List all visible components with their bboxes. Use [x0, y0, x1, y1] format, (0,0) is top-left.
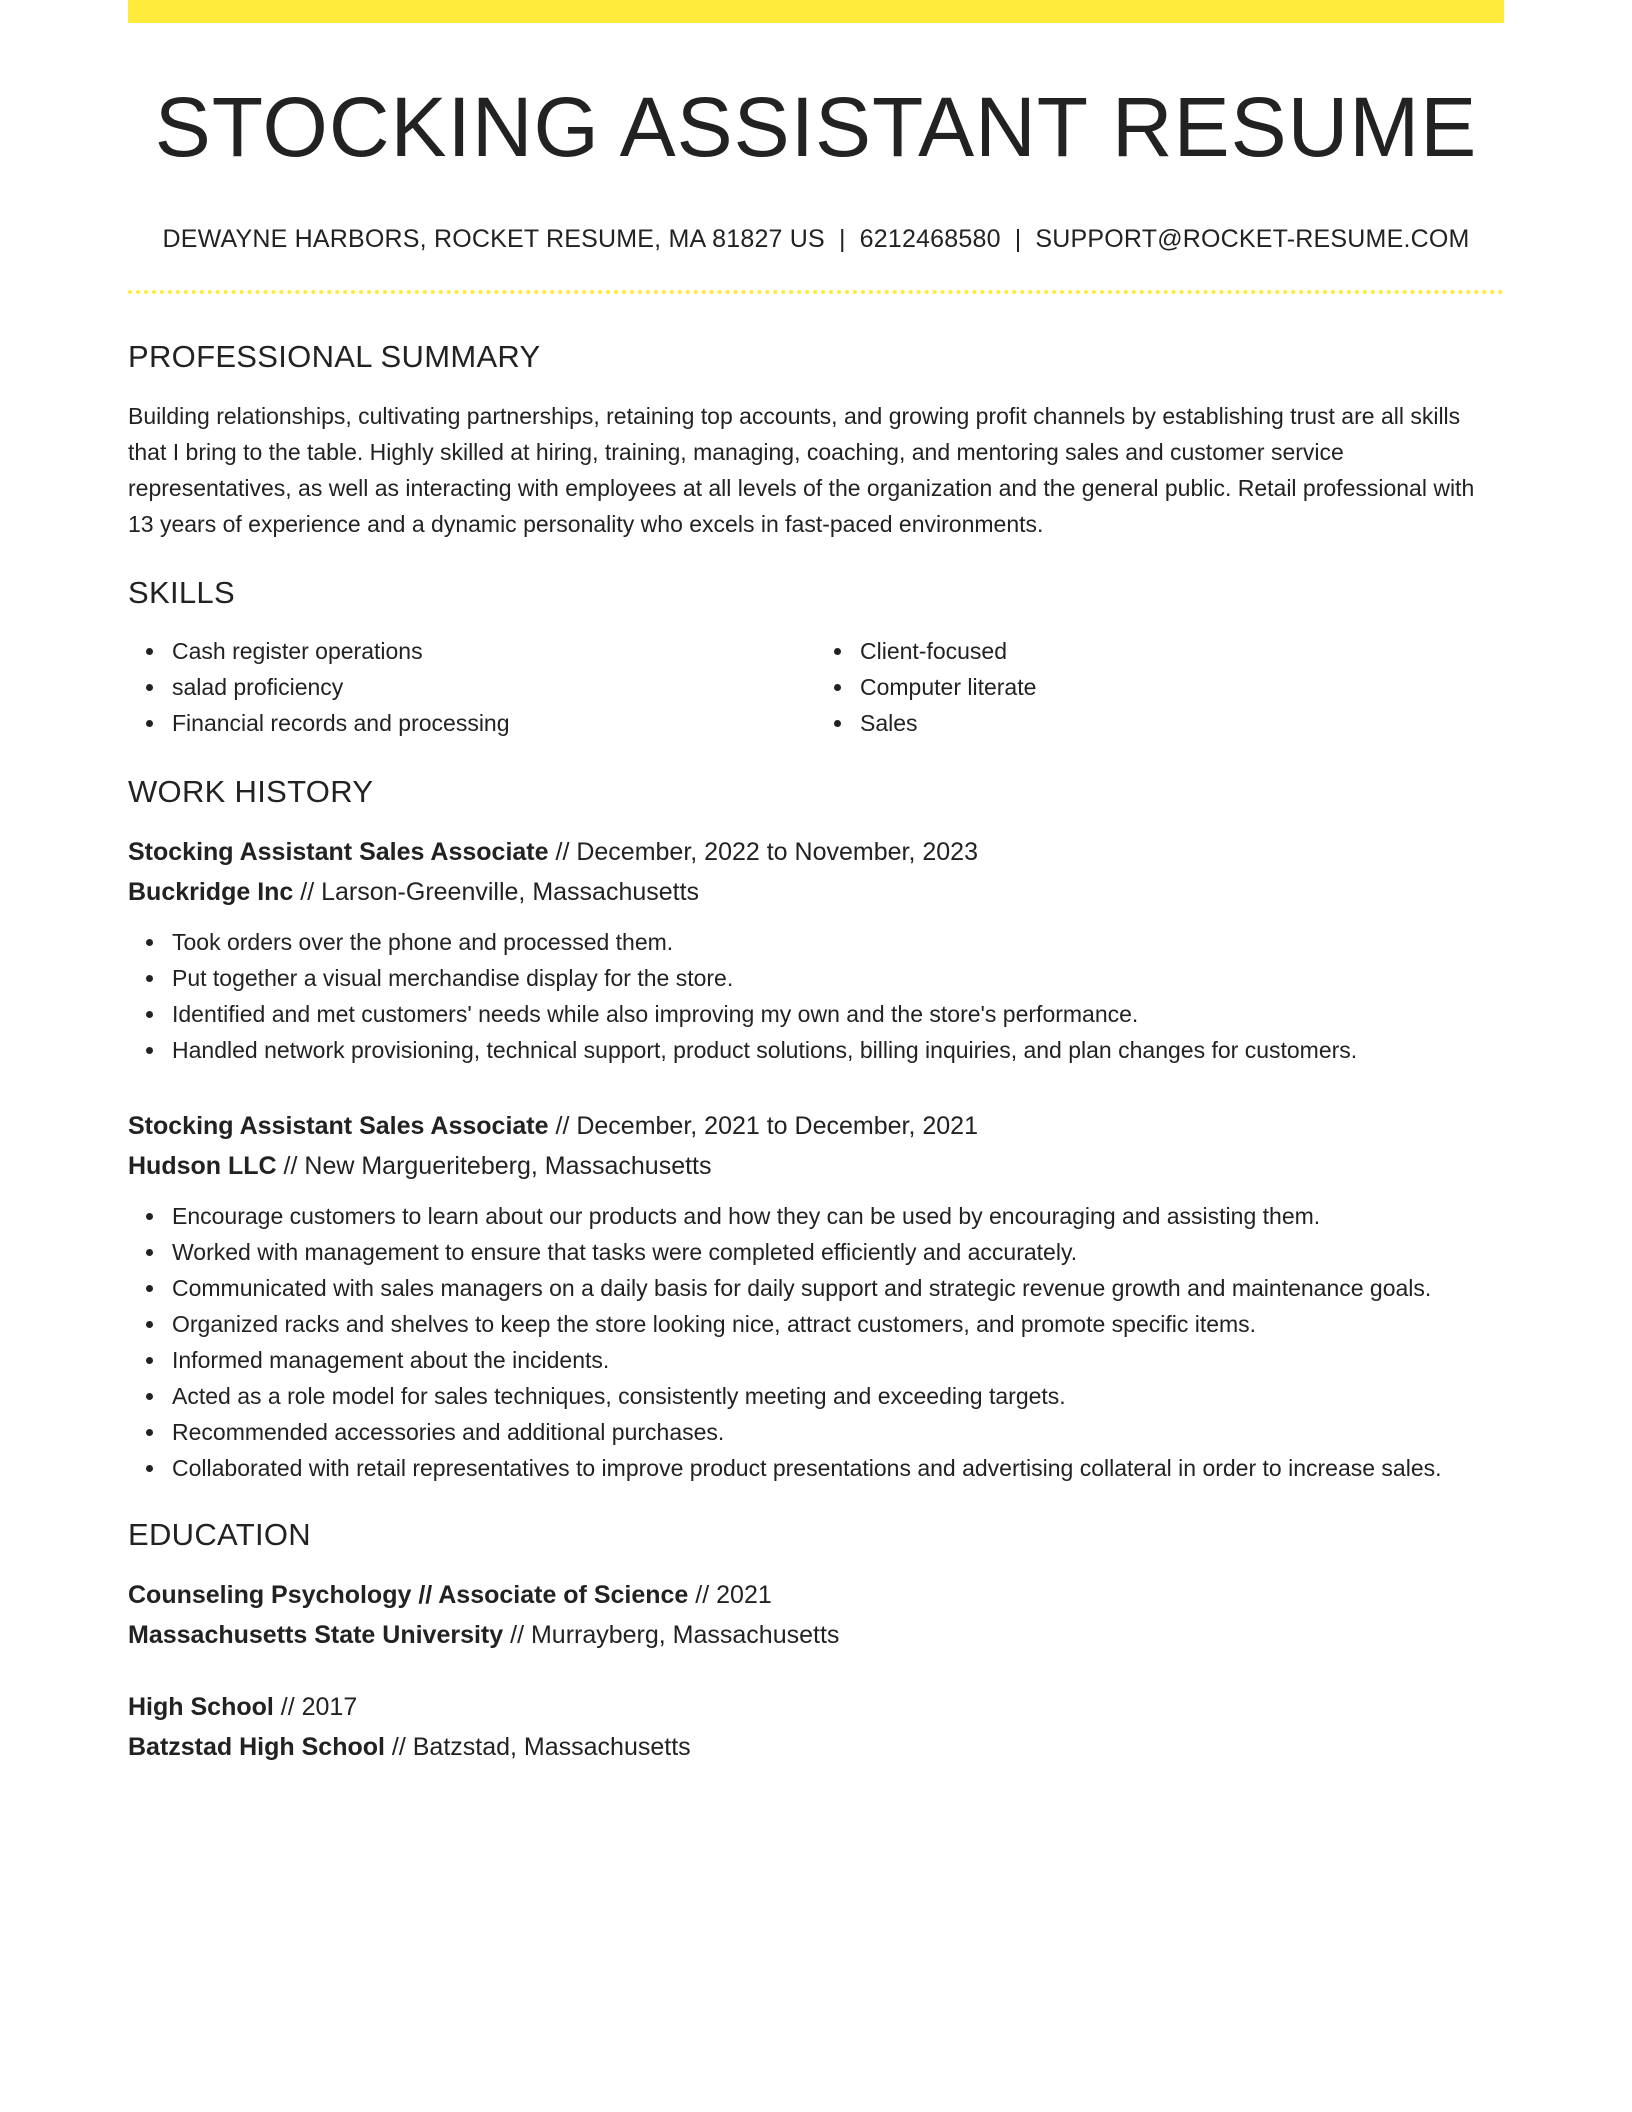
education-location: // Murrayberg, Massachusetts — [510, 1621, 840, 1650]
job-bullets — [128, 924, 1504, 1068]
job-bullet: Encourage customers to learn about our products and how they can be used by encouraging and assisting them. — [172, 1198, 1504, 1234]
job-entry — [128, 1106, 1504, 1486]
job-company-line — [128, 872, 1504, 912]
job-company: Hudson LLC — [128, 1151, 277, 1180]
education-degree-line — [128, 1575, 1504, 1615]
skill-item: Cash register operations — [172, 633, 816, 669]
contact-line — [128, 224, 1504, 254]
work-history-heading: WORK HISTORY — [128, 773, 374, 809]
job-bullet: Handled network provisioning, technical support, product solutions, billing inquiries, and plan changes for customers. — [172, 1032, 1504, 1068]
education-location: // Batzstad, Massachusetts — [391, 1733, 691, 1762]
education-entry — [128, 1687, 1504, 1767]
job-dates: // December, 2021 to December, 2021 — [555, 1111, 978, 1140]
job-bullet: Took orders over the phone and processed them. — [172, 924, 1504, 960]
skills-grid — [128, 633, 1504, 741]
job-bullet: Put together a visual merchandise display for the store. — [172, 960, 1504, 996]
summary-heading: PROFESSIONAL SUMMARY — [128, 339, 541, 375]
job-company: Buckridge Inc — [128, 877, 294, 906]
education-year: // 2017 — [280, 1693, 358, 1722]
skill-item: Computer literate — [860, 669, 1504, 705]
education-school-line — [128, 1615, 1504, 1655]
contact-separator: | — [838, 225, 846, 254]
skill-item: Financial records and processing — [172, 705, 816, 741]
job-bullet: Acted as a role model for sales techniques, consistently meeting and exceeding targets. — [172, 1378, 1504, 1414]
skill-item: Sales — [860, 705, 1504, 741]
job-entry — [128, 832, 1504, 1068]
job-bullet: Collaborated with retail representatives to improve product presentations and advertising collateral in order to increase sales. — [172, 1450, 1504, 1486]
job-bullet: Recommended accessories and additional purchases. — [172, 1414, 1504, 1450]
education-heading: EDUCATION — [128, 1516, 311, 1552]
skill-item: Client-focused — [860, 633, 1504, 669]
job-bullet: Informed management about the incidents. — [172, 1342, 1504, 1378]
contact-separator: | — [1014, 225, 1022, 254]
education-degree: High School — [128, 1693, 274, 1722]
education-school-line — [128, 1727, 1504, 1767]
skill-item: salad proficiency — [172, 669, 816, 705]
skills-column-right — [816, 633, 1504, 741]
summary-text: Building relationships, cultivating partnerships, retaining top accounts, and growing profit channels by establishing trust are all skills that I bring to the table. Highly skilled at hiring, training, managing, coaching, and mentoring sales and customer service representatives, as well as interacting with employees at all levels of the organization and the general public. Retail professional with 13 years of experience and a dynamic personality who excels in fast-paced environments. — [128, 402, 1475, 537]
education-degree-line — [128, 1687, 1504, 1727]
job-bullet: Organized racks and shelves to keep the store looking nice, attract customers, and promote specific items. — [172, 1306, 1504, 1342]
job-title-line — [128, 1106, 1504, 1146]
job-location: // Larson-Greenville, Massachusetts — [300, 877, 700, 906]
job-title-line — [128, 832, 1504, 872]
education-school: Batzstad High School — [128, 1733, 385, 1762]
contact-phone: 6212468580 — [859, 225, 1001, 254]
job-title: Stocking Assistant Sales Associate — [128, 1111, 549, 1140]
education-year: // 2021 — [695, 1581, 772, 1610]
job-bullets — [128, 1198, 1504, 1486]
resume-title: STOCKING ASSISTANT RESUME — [154, 80, 1478, 174]
job-dates: // December, 2022 to November, 2023 — [555, 837, 978, 866]
job-title: Stocking Assistant Sales Associate — [128, 837, 549, 866]
skills-heading: SKILLS — [128, 574, 235, 610]
education-degree: Counseling Psychology // Associate of Science — [128, 1581, 689, 1610]
resume-page — [128, 0, 1504, 1767]
job-company-line — [128, 1146, 1504, 1186]
job-bullet: Worked with management to ensure that tasks were completed efficiently and accurately. — [172, 1234, 1504, 1270]
skills-column-left — [128, 633, 816, 741]
education-entry — [128, 1575, 1504, 1655]
dotted-divider — [128, 290, 1504, 294]
job-location: // New Margueriteberg, Massachusetts — [283, 1151, 712, 1180]
top-accent-bar — [128, 0, 1504, 23]
job-bullet: Communicated with sales managers on a daily basis for daily support and strategic revenue growth and maintenance goals. — [172, 1270, 1504, 1306]
contact-email: SUPPORT@ROCKET-RESUME.COM — [1035, 225, 1470, 254]
contact-address: DEWAYNE HARBORS, ROCKET RESUME, MA 81827 US — [162, 225, 825, 254]
job-bullet: Identified and met customers' needs while also improving my own and the store's performance. — [172, 996, 1504, 1032]
education-school: Massachusetts State University — [128, 1621, 504, 1650]
